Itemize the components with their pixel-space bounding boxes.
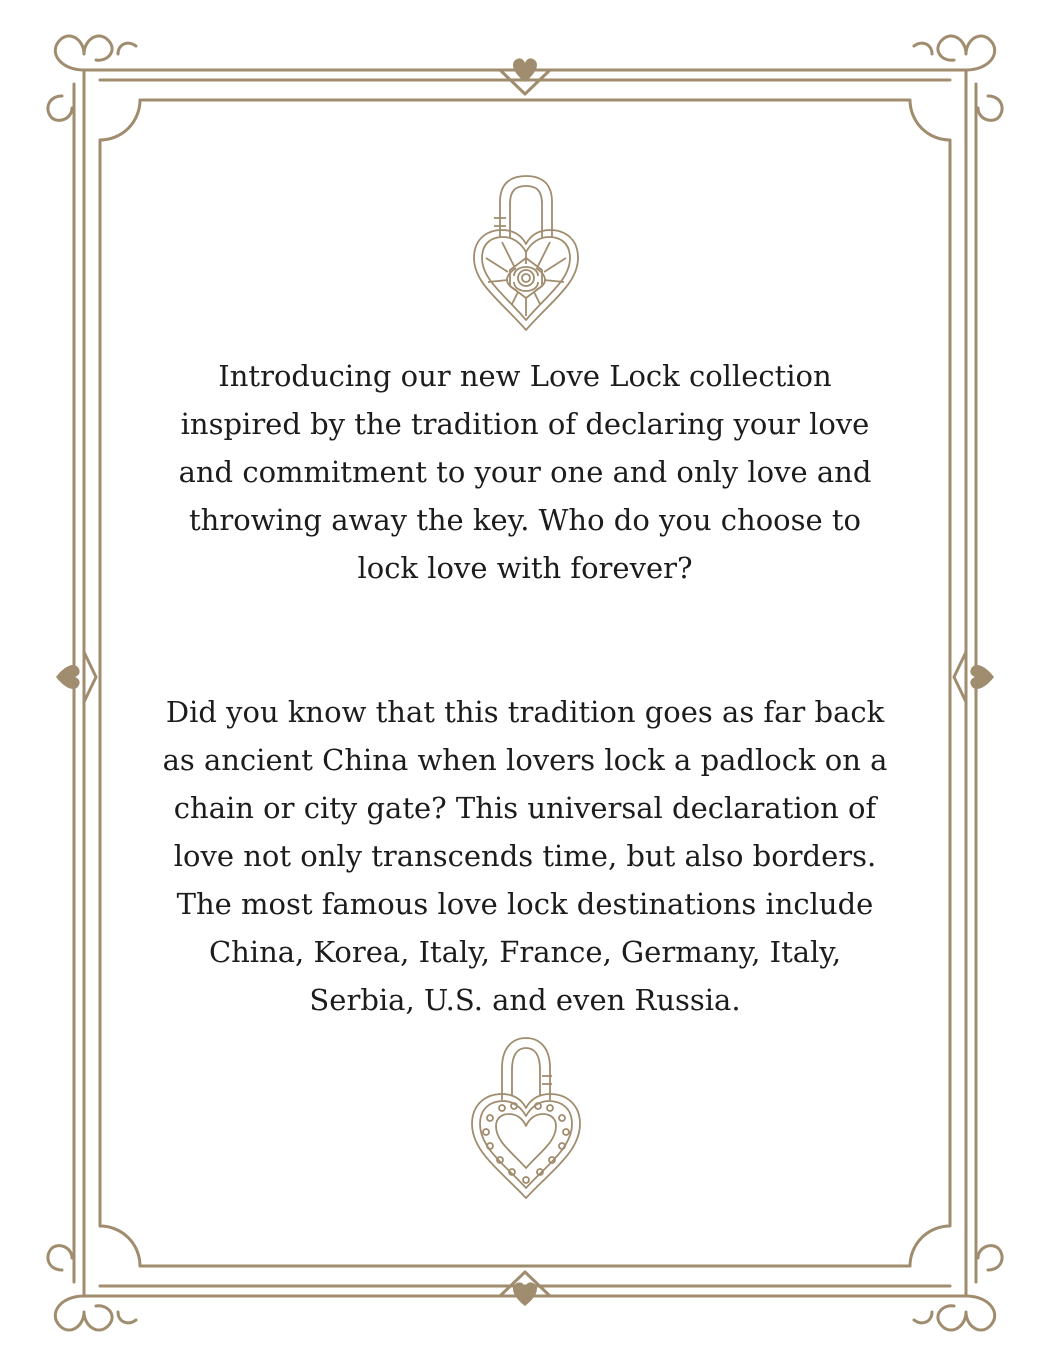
- history-paragraph: Did you know that this tradition goes as far back as ancient China when lovers lock a padlock on a chain or city gate? This universal declaration of love not only transcends time, but also borders. The most famous love lock destinations include China, Korea, Italy, France, Germany, Italy, Serbia, U.S. and even Russia.: [162, 695, 888, 1017]
- heart-padlock-celtic-knot-icon: [462, 172, 590, 334]
- intro-paragraph: Introducing our new Love Lock collection inspired by the tradition of declaring your love and commitment to your one and only love and throwing away the key. Who do you choose to lock love with forever?: [178, 359, 872, 585]
- heart-padlock-studded-icon: [462, 1034, 590, 1202]
